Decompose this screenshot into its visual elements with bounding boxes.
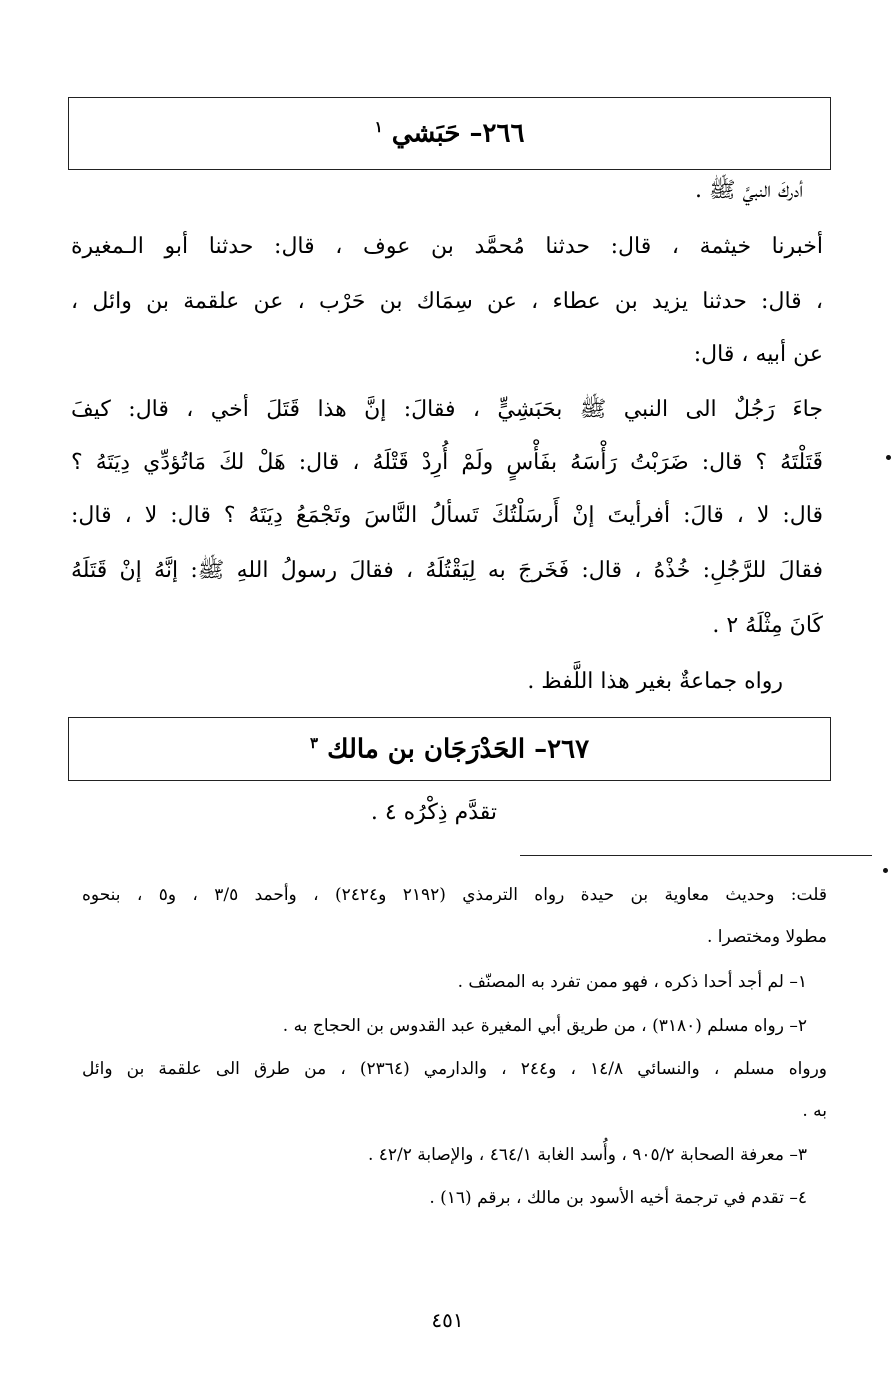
text-line: تقدَّم ذِكْرُه ٤ . [370,800,497,825]
entry-heading-box [68,97,831,170]
footnote-line: قلت: وحديث معاوية بن حيدة رواه الترمذي (٢١٩٢ و٢٤٢٤) ، وأحمد ٣/٥ ، و٥ ، بنحوه [82,885,827,905]
entry-heading-text: ٢٦٧– الحَدْرَجَان بن مالك [327,734,590,765]
footnote-marker: ١ [374,118,383,137]
footnote-line: مطولا ومختصرا . [706,927,827,947]
margin-mark [883,868,888,873]
footnote-line: ٢– رواه مسلم (٣١٨٠) ، من طريق أبي المغيرة عبد القدوس بن الحجاج به . [282,1016,807,1036]
footnote-marker: ٣ [309,733,318,752]
text-line: ، قال: حدثنا يزيد بن عطاء ، عن سِمَاك بن حَرْب ، عن علقمة بن وائل ، [71,289,823,314]
text-line: رواه جماعةٌ بغير هذا اللَّفظ . [527,669,783,694]
entry-heading [310,734,589,765]
page-number: ٤٥١ [431,1308,464,1332]
footnote-separator [520,855,872,856]
text-line: قال: لا ، قالَ: أفرأيتَ إنْ أَرسَلْتُكَ تَسألُ النَّاسَ وتَجْمَعُ دِيَتَهُ ؟ قال: لا ، قال: [71,503,823,528]
text-line: عن أبيه ، قال: [693,342,823,367]
footnote-line: ورواه مسلم ، والنسائي ١٤/٨ ، و٢٤٤ ، والدارمي (٢٣٦٤) ، من طرق الى علقمة بن وائل [82,1059,827,1079]
entry-heading-text: ٢٦٦– حَبَشي [391,118,525,149]
entry-heading-box [68,717,831,781]
footnote-line: ٤– تقدم في ترجمة أخيه الأسود بن مالك ، برقم (١٦) . [429,1188,807,1208]
text-line: قَتَلْتَهُ ؟ قال: ضَرَبْتُ رَأْسَهُ بفَأْسٍ ولَمْ أُرِدْ قَتْلَهُ ، قال: هَلْ لكَ مَاتُؤدِّي دِيَتَهُ ؟ [71,450,823,475]
entry-heading [375,118,525,149]
text-line: كَانَ مِثْلَهُ ٢ . [712,613,823,638]
footnote-line: به . [802,1101,827,1121]
text-line: أخبرنا خيثمة ، قال: حدثنا مُحمَّد بن عوف ، قال: حدثنا أبو الـمغيرة [71,234,823,259]
text-line: أدركَ النبيَّ ﷺ . [695,178,803,203]
footnote-line: ١– لم أجد أحدا ذكره ، فهو ممن تفرد به المصنّف . [457,972,807,992]
text-line: جاءَ رَجُلٌ الى النبي ﷺ بحَبَشِيٍّ ، فقالَ: إنَّ هذا قَتَلَ أخي ، قال: كيفَ [71,397,823,422]
footnote-line: ٣– معرفة الصحابة ٩٠٥/٢ ، وأُسد الغابة ٤٦٤/١ ، والإصابة ٤٢/٢ . [367,1145,807,1165]
margin-mark [886,455,891,460]
text-line: فقالَ للرَّجُلِ: خُذْهُ ، قال: فَخَرجَ به لِيَقْتُلَهُ ، فقالَ رسولُ اللهِ ﷺ: إنَّهُ إنْ قَتَلَهُ [71,558,823,583]
